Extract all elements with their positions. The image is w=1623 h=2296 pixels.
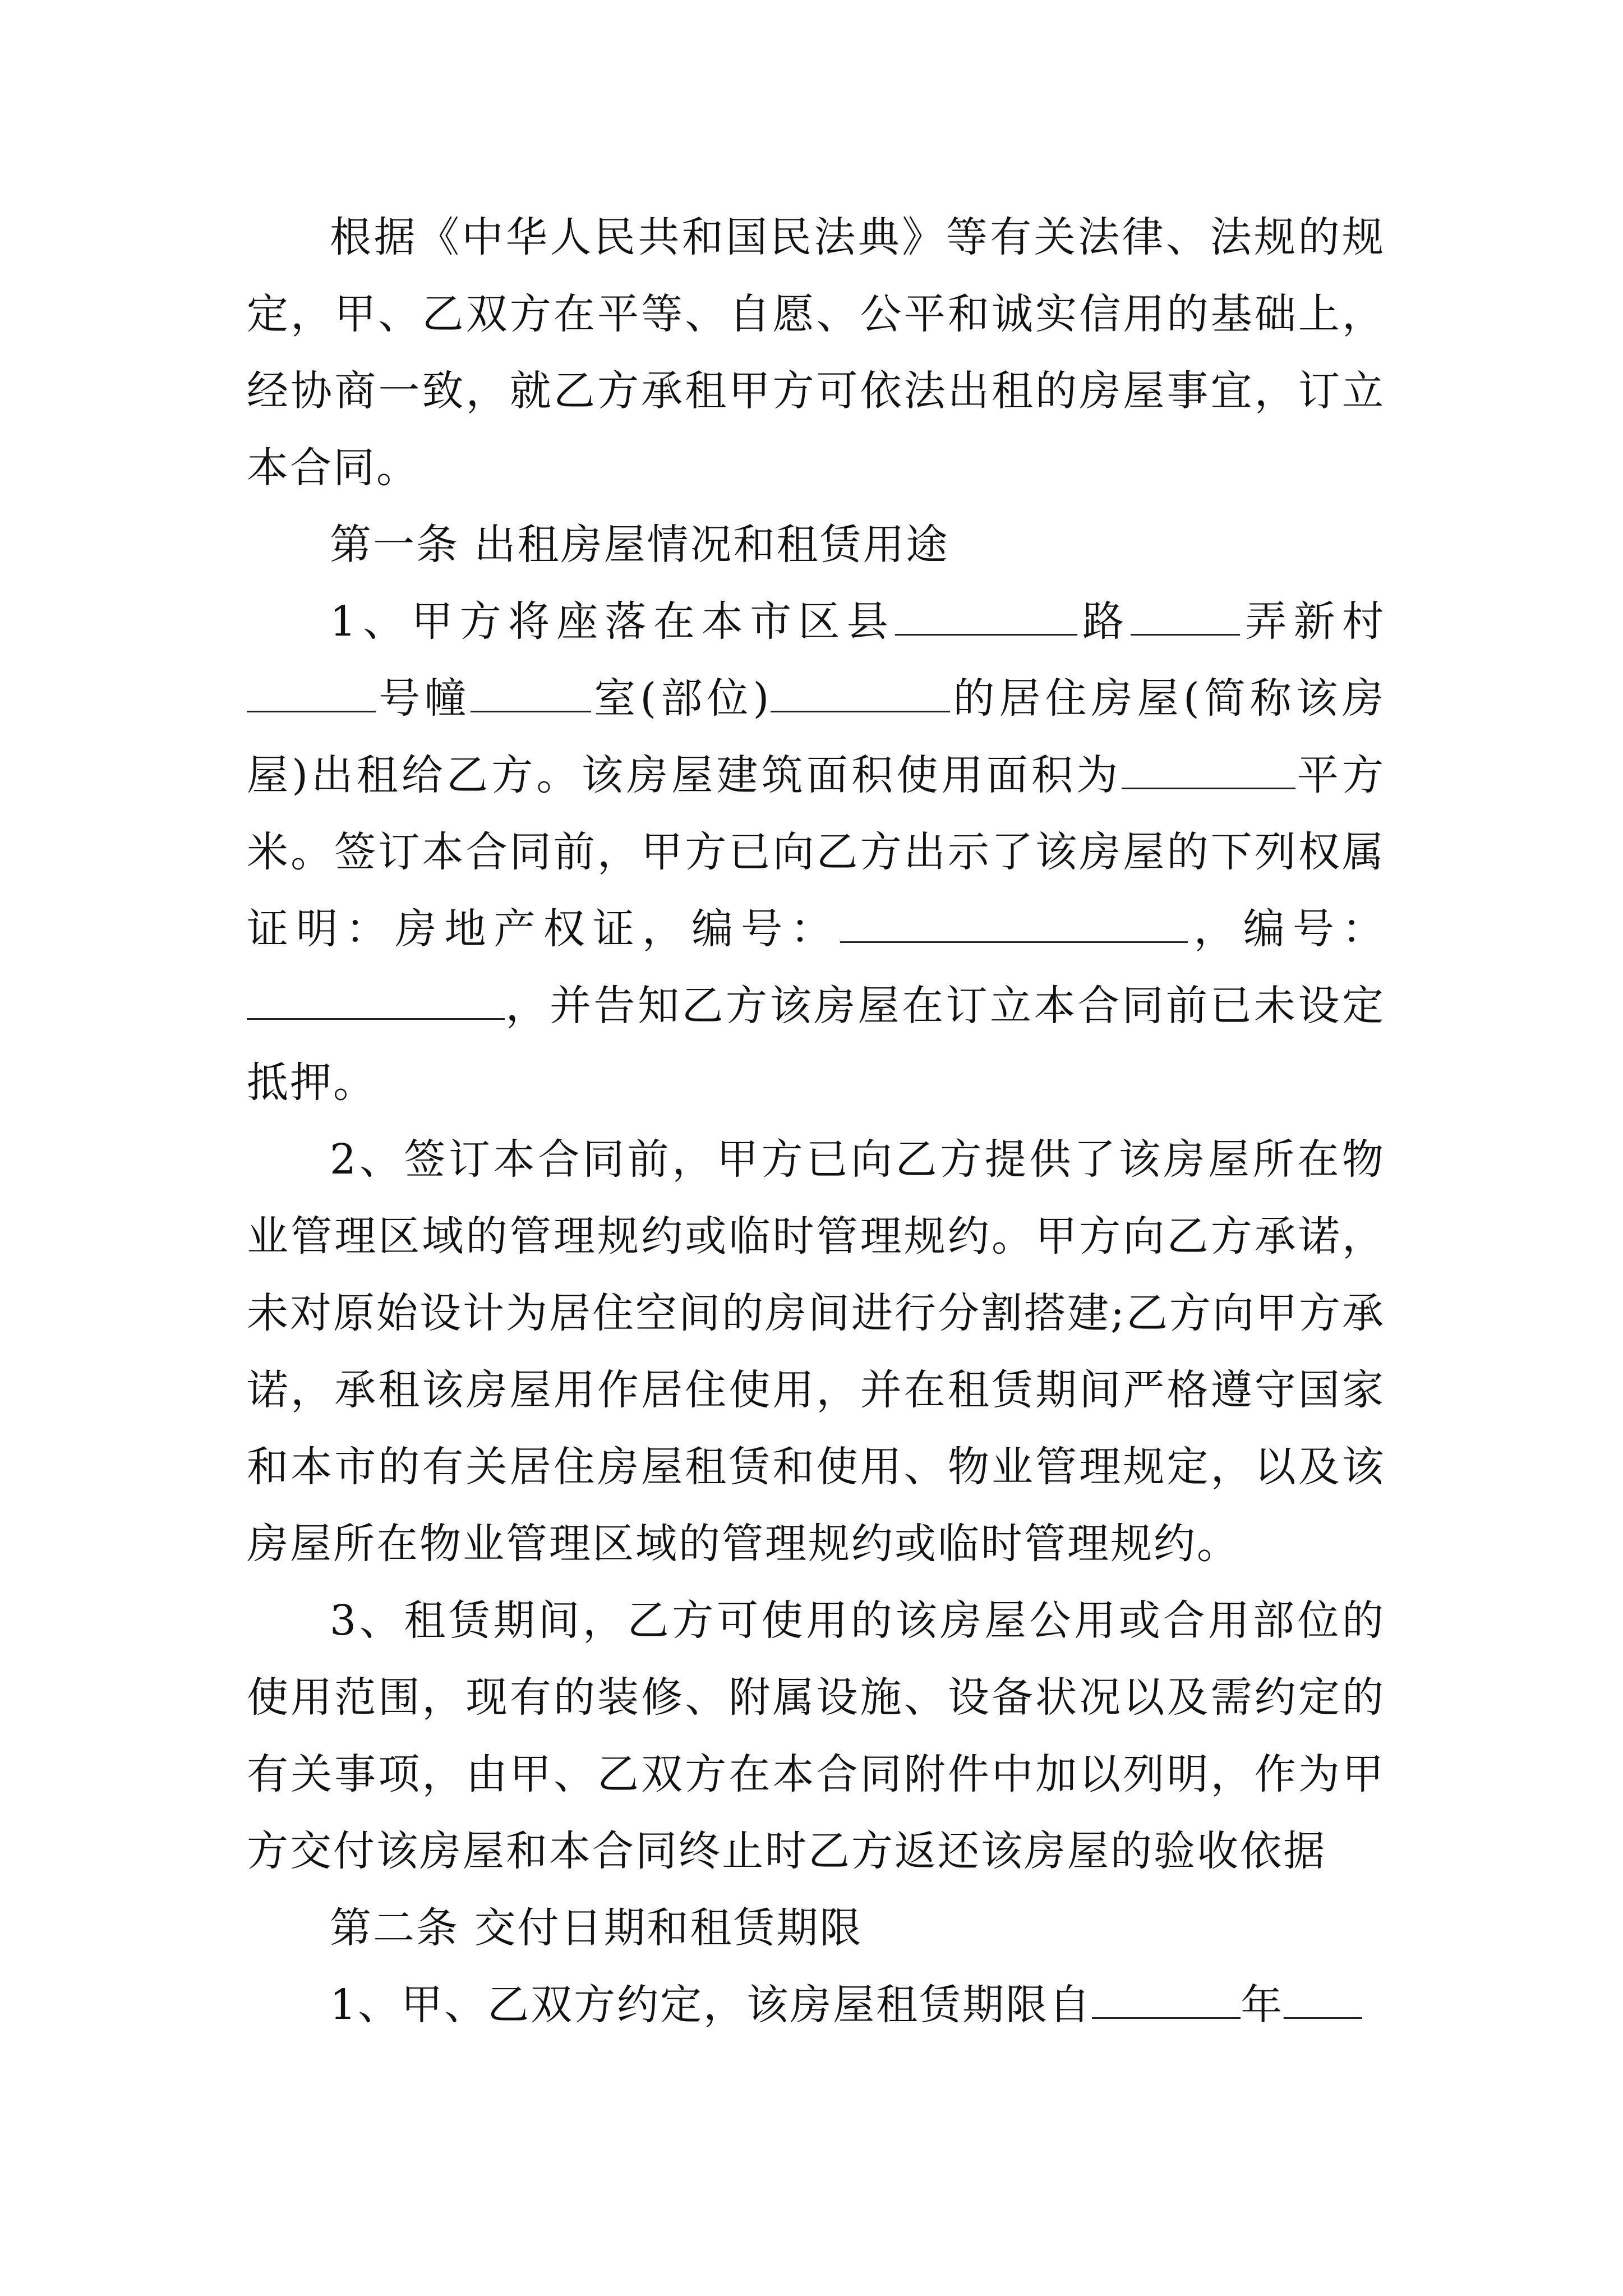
blank-start-year bbox=[1092, 1978, 1241, 2019]
blank-part bbox=[771, 671, 950, 712]
blank-area bbox=[1122, 748, 1295, 789]
item-1-text-8: ，编号： bbox=[1187, 905, 1385, 953]
item-1-text-9: ，并告知乙方该房屋在订立本合同前已未设定抵押。 bbox=[247, 982, 1385, 1107]
article-1-item-2: 2、签订本合同前，甲方已向乙方提供了该房屋所在物业管理区域的管理规约或临时管理规约。甲方向乙方承诺，未对原始设计为居住空间的房间进行分割搭建;乙方向甲方承诺，承租该房屋用作居住使用，并在租赁期间严格遵守国家和本市的有关居住房屋租赁和使用、物业管理规定，以及该房屋所在物业管理区域的管理规约或临时管理规约。 bbox=[247, 1135, 1385, 1568]
article-2-title: 第二条 交付日期和租赁期限 bbox=[330, 1904, 863, 1952]
blank-start-month bbox=[1284, 1978, 1362, 2019]
article-1-item-1 bbox=[247, 583, 1385, 1121]
item-1-text-6: 的居住房屋(简称该房屋)出租给乙方。该房屋建筑面积使用面积为 bbox=[247, 674, 1385, 799]
item-1-text-1: 1、甲方将座落在本市区县 bbox=[330, 597, 895, 646]
blank-certificate-number bbox=[840, 902, 1188, 943]
item-1-text-5: 室(部位) bbox=[591, 674, 771, 723]
article-2-item-1-text-2: 年 bbox=[1241, 1981, 1284, 2029]
blank-certificate-number-2 bbox=[247, 979, 505, 1020]
article-1-item-3: 3、租赁期间，乙方可使用的该房屋公用或合用部位的使用范围，现有的装修、附属设施、设备状况以及需约定的有关事项，由甲、乙双方在本合同附件中加以列明，作为甲方交付该房屋和本合同终止时乙方返还该房屋的验收依据 bbox=[247, 1596, 1385, 1875]
intro-paragraph: 根据《中华人民共和国民法典》等有关法律、法规的规定，甲、乙双方在平等、自愿、公平和诚实信用的基础上，经协商一致，就乙方承租甲方可依法出租的房屋事宜，订立本合同。 bbox=[247, 213, 1385, 492]
blank-district bbox=[895, 595, 1077, 636]
item-1-text-4: 号幢 bbox=[376, 674, 471, 723]
blank-room bbox=[471, 671, 591, 712]
blank-road bbox=[1131, 595, 1240, 636]
item-1-text-7: 平方米。签订本合同前，甲方已向乙方出示了该房屋的下列权属证明：房地产权证，编号： bbox=[247, 751, 1385, 953]
article-2-item-1-text-1: 1、甲、乙双方约定，该房屋租赁期限自 bbox=[330, 1981, 1092, 2029]
blank-building-number bbox=[247, 671, 376, 712]
item-1-text-2: 路 bbox=[1077, 597, 1131, 646]
item-1-text-3: 弄新村 bbox=[1240, 597, 1386, 646]
article-1-title: 第一条 出租房屋情况和租赁用途 bbox=[330, 521, 949, 569]
document-body bbox=[247, 199, 1385, 2044]
article-2-item-1 bbox=[247, 1967, 1385, 2044]
